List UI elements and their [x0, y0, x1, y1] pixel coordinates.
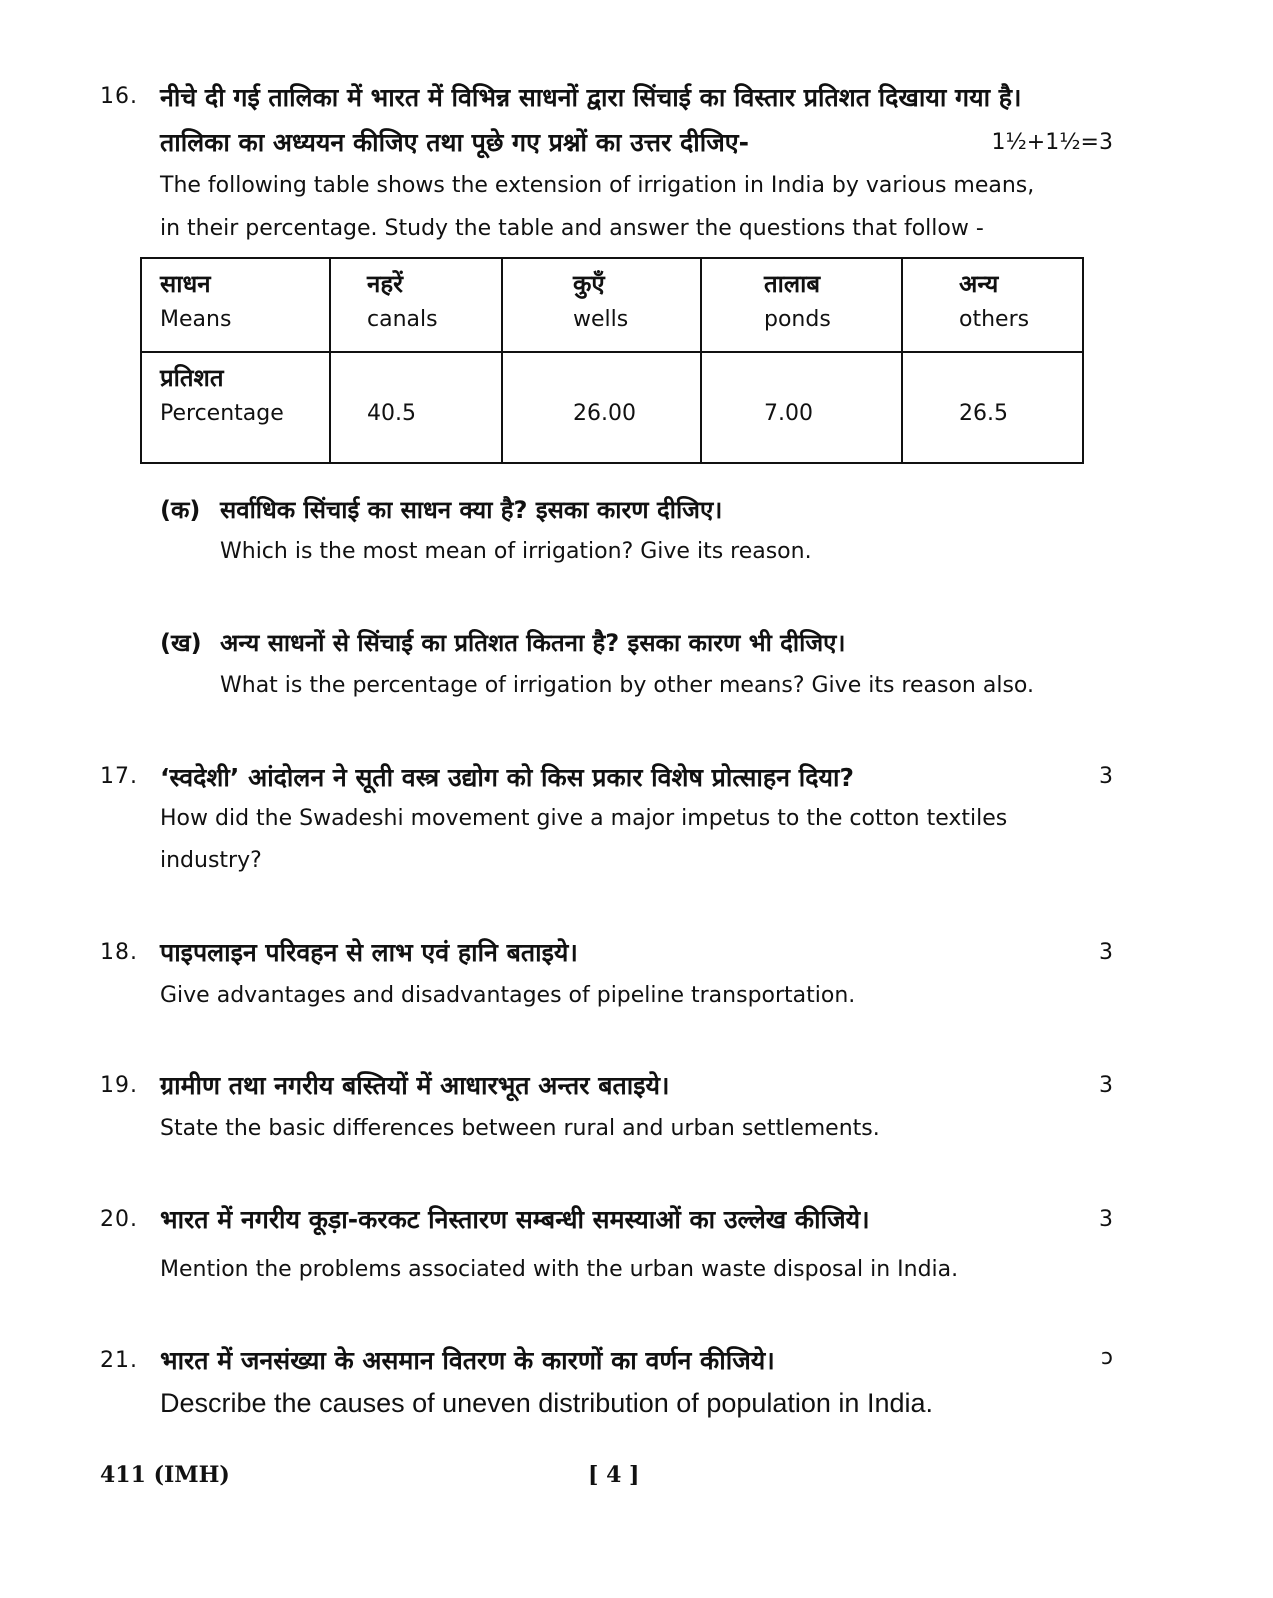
question-hindi-line1: नीचे दी गई तालिका में भारत में विभिन्न साधनों द्वारा सिंचाई का विस्तार प्रतिशत दिखाया गया है। [160, 83, 1022, 112]
table-cell: 26.5 [902, 352, 1083, 463]
table-header-cell: कुएँ wells [502, 258, 701, 352]
question-english-line2: industry? [160, 848, 262, 873]
question-english-line1: The following table shows the extension of irrigation in India by various means, [160, 173, 1035, 198]
question-number: 17. [100, 764, 138, 789]
question-hindi: ग्रामीण तथा नगरीय बस्तियों में आधारभूत अन्तर बताइये। [160, 1071, 670, 1100]
question-english: Describe the causes of uneven distribution of population in India. [160, 1388, 933, 1418]
subquestion-b-english: What is the percentage of irrigation by other means? Give its reason also. [220, 673, 1034, 698]
question-marks: 3 [1099, 764, 1113, 789]
table-header-cell: साधन Means [141, 258, 330, 352]
paper-code: 411 (IMH) [100, 1462, 230, 1488]
question-english-line2: in their percentage. Study the table and answer the questions that follow - [160, 216, 984, 241]
question-english: Mention the problems associated with the urban waste disposal in India. [160, 1257, 959, 1282]
question-marks: ɔ [1100, 1345, 1113, 1370]
question-number: 18. [100, 940, 138, 965]
table-cell: 40.5 [330, 352, 502, 463]
question-hindi: ‘स्वदेशी’ आंदोलन ने सूती वस्त्र उद्योग को किस प्रकार विशेष प्रोत्साहन दिया? [160, 763, 854, 792]
question-number: 19. [100, 1073, 138, 1098]
question-number: 21. [100, 1348, 138, 1373]
question-hindi: भारत में नगरीय कूड़ा-करकट निस्तारण सम्बन्धी समस्याओं का उल्लेख कीजिये। [160, 1205, 870, 1234]
subquestion-a-english: Which is the most mean of irrigation? Give its reason. [220, 539, 812, 564]
subquestion-a-hindi: सर्वाधिक सिंचाई का साधन क्या है? इसका कारण दीजिए। [220, 496, 723, 524]
question-marks: 3 [1099, 940, 1113, 965]
question-marks: 1½+1½=3 [991, 130, 1113, 155]
question-number: 16. [100, 84, 138, 109]
question-hindi: पाइपलाइन परिवहन से लाभ एवं हानि बताइये। [160, 938, 578, 967]
table-header-row [141, 258, 1083, 352]
table-header-cell: अन्य others [902, 258, 1083, 352]
question-english-line1: How did the Swadeshi movement give a major impetus to the cotton textiles [160, 806, 1008, 831]
question-hindi-line2: तालिका का अध्ययन कीजिए तथा पूछे गए प्रश्नों का उत्तर दीजिए- [160, 128, 749, 157]
table-row-label: प्रतिशत Percentage [141, 352, 330, 463]
table-header-cell: तालाब ponds [701, 258, 902, 352]
question-marks: 3 [1099, 1073, 1113, 1098]
subquestion-b-label: (ख) [160, 629, 202, 657]
page-number: [ 4 ] [588, 1462, 640, 1488]
subquestion-a-label: (क) [160, 496, 201, 524]
irrigation-table [140, 257, 1084, 464]
question-hindi: भारत में जनसंख्या के असमान वितरण के कारणों का वर्णन कीजिये। [160, 1346, 775, 1375]
question-english: Give advantages and disadvantages of pipeline transportation. [160, 983, 856, 1008]
table-header-cell: नहरें canals [330, 258, 502, 352]
subquestion-b-hindi: अन्य साधनों से सिंचाई का प्रतिशत कितना है? इसका कारण भी दीजिए। [220, 629, 846, 657]
question-english: State the basic differences between rural and urban settlements. [160, 1116, 880, 1141]
table-cell: 26.00 [502, 352, 701, 463]
table-row [141, 352, 1083, 463]
table-cell: 7.00 [701, 352, 902, 463]
question-number: 20. [100, 1207, 138, 1232]
question-marks: 3 [1099, 1207, 1113, 1232]
